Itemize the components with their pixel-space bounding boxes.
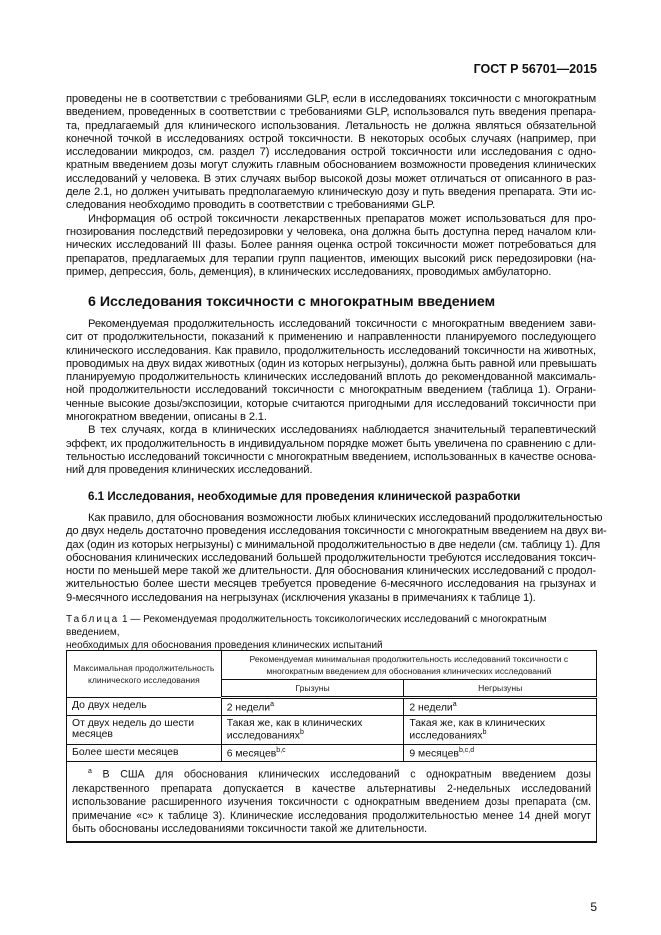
cell-text: 2 недели — [226, 702, 271, 714]
cell-text: 9 месяцев — [409, 748, 459, 760]
text-line: клинического исследования. Как правило, продолжительность исследований токсичности на животных, — [66, 344, 596, 357]
cell-text: До двух недель — [72, 700, 147, 711]
duration-table — [66, 650, 597, 843]
col-group-header: Рекомендуемая минимальная продолжительность исследований токсичности с многократным введением для обоснования клинических исследований — [221, 651, 596, 680]
table-caption — [66, 613, 596, 652]
cell-text: Такая же, как в клинических исследованиях — [226, 718, 363, 742]
text-line: В тех случаях, когда в клинических исследованиях наблюдается значительный терапевтический — [88, 424, 596, 437]
table-row — [67, 716, 597, 744]
text-line: та, предлагаемый для клинического использования. Летальность не должна являться обязательной — [66, 119, 596, 132]
cell-nonrodents — [404, 716, 597, 744]
text-line: исследований у человека. В этих случаях выбор высокой дозы может отличаться от описанного в раз- — [66, 172, 596, 185]
cell-duration — [67, 716, 222, 744]
section-6-1-text — [66, 512, 607, 605]
footnote-ref: a — [270, 701, 274, 708]
cell-text: Более шести месяцев — [72, 746, 179, 758]
text-line: кратным введением дозы могут служить главным обоснованием возможности проведения клинических — [66, 159, 596, 172]
text-line: препаратов, предлагаемых для терапии групп пациентов, имеющих высокий риск передозировки (на- — [66, 252, 596, 265]
text-line: гнозирования последствий передозировки у человека, она должна быть доступна перед началом кли- — [66, 225, 596, 238]
col-header-nonrodents: Негрызуны — [404, 680, 597, 698]
cell-text: 6 месяцев — [226, 748, 277, 760]
text-line: тельностью исследований токсичности с многократным введением, использованных в качестве основа- — [66, 450, 596, 463]
text-line: следования необходимо проводить в соответствии с требованиями GLP. — [66, 199, 436, 212]
cell-nonrodents — [404, 698, 597, 716]
footnote-ref: b — [299, 729, 304, 737]
text-line: многократном введении, описаны в 2.1. — [66, 411, 267, 424]
table-footnote — [67, 762, 597, 842]
footnote-ref: b,c — [276, 746, 286, 754]
text-line: деле 2.1, но должен учитывать предполагаемую клиническую дозу и путь введения препарата. Эти ис- — [66, 186, 596, 199]
text-line: конечной точкой в исследованиях острой токсичности. В некоторых особых случаях (например, при — [66, 132, 596, 145]
footnote-ref: a — [452, 701, 457, 708]
text-line: Как правило, для обоснования возможности любых клинических исследований продолжительностью — [88, 512, 603, 524]
section-6-text — [66, 318, 596, 478]
text-line: ний для проведения клинических исследований. — [66, 464, 313, 477]
text-line: до двух недель достаточно проведения исследования токсичности с многократным введением на двух ви- — [66, 525, 607, 538]
text-line: нических исследований III фазы. Более ранняя оценка острой токсичности может потребоваться для — [66, 239, 596, 252]
text-line: введением, проведенных в соответствии с требованиями GLP, использовался путь введения препара- — [66, 106, 596, 119]
footnote-text: В США для обоснования клинических исследований с однократным введением дозы лекарственного препарата допускается в качестве альтернативы 2-недельных исследований использование расширенного изучения токсичности с однократным введением дозы препарата (см. примечание «c» к таблице 3). Клинические исследования продолжительностью менее 14 дней могут быть обоснованы исследованиями токсичности такой же длительности. — [72, 768, 591, 836]
table-caption-line1: 1 — Рекомендуемая продолжительность токсикологических исследований с многократным введением, — [66, 614, 547, 638]
text-line: ченные высокие дозы/экспозиции, которые считаются пригодными для исследований токсичности при — [66, 397, 596, 410]
text-line: проведены не в соответствии с требованиями GLP, если в исследованиях токсичности с многократным — [66, 93, 596, 105]
col-header-max-duration: Максимальная продолжительность клинического исследования — [67, 651, 222, 698]
text-line: проводимых на двух видах животных (один из которых негрызуны), должна быть равной или превышать — [66, 357, 597, 370]
page-number: 5 — [590, 900, 597, 914]
text-line: ной продолжительности исследований токсичности с многократным введением (таблица 1). Ограни- — [66, 384, 596, 397]
cell-duration — [67, 744, 222, 761]
table-caption-line2: необходимых для обоснования проведения клинических испытаний — [66, 640, 383, 651]
cell-rodents — [221, 744, 404, 761]
section-6-heading: 6 Исследования токсичности с многократным введением — [88, 294, 496, 310]
document-number: ГОСТ Р 56701—2015 — [473, 62, 597, 76]
footnote-ref: b — [482, 729, 487, 737]
cell-duration — [67, 698, 222, 716]
cell-nonrodents — [404, 744, 597, 761]
col-header-rodents: Грызуны — [221, 680, 404, 698]
cell-text: От двух недель до шести месяцев — [72, 718, 195, 741]
table-row — [67, 698, 597, 716]
text-line: пример, депрессия, боль, деменция), в клинических исследованиях, проводимых амбулаторно. — [66, 265, 552, 278]
text-line: Рекомендуемая продолжительность исследований токсичности с многократным введением зави- — [88, 318, 596, 330]
text-line: планируемую продолжительность клинических исследований вплоть до рекомендованной максималь- — [66, 371, 596, 384]
cell-rodents — [221, 698, 404, 716]
text-line: жительностью более шести месяцев требуется проведение 6-месячного исследования на грызунах и — [66, 578, 596, 591]
text-line: исследовании микродоз, см. раздел 7) исследования острой токсичности или исследования с одно- — [66, 146, 596, 159]
table-label: Таблица — [66, 614, 120, 625]
text-line: сит от продолжительности, показаний к применению и направленности планируемого последующего — [66, 331, 596, 344]
section-6-1-heading: 6.1 Исследования, необходимые для проведения клинической разработки — [88, 490, 521, 503]
text-line: 9-месячного исследования на негрызунах (исключения указаны в примечаниях к таблице 1). — [66, 591, 536, 604]
text-line: дах (один из которых негрызуны) с минимальной продолжительностью в две недели (см. таблицу 1). Для — [66, 538, 601, 551]
footnote-ref: b,c,d — [458, 746, 475, 754]
footnote-mark: a — [88, 768, 92, 776]
text-line: обоснования клинических исследований большей продолжительности требуются исследования токсич- — [66, 551, 596, 564]
cell-rodents — [221, 716, 404, 744]
text-line: ности по меньшей мере такой же длительности. Для обоснования клинических исследований с продол- — [66, 565, 596, 578]
cell-text: Такая же, как в клинических исследованиях — [409, 718, 546, 742]
text-line: эффект, их продолжительность в индивидуальном порядке может быть увеличена по сравнению с дли- — [66, 437, 596, 450]
cell-text: 2 недели — [409, 702, 453, 714]
intro-text — [66, 93, 596, 279]
text-line: Информация об острой токсичности лекарственных препаратов может использоваться для про- — [88, 212, 596, 225]
table-row — [67, 744, 597, 761]
